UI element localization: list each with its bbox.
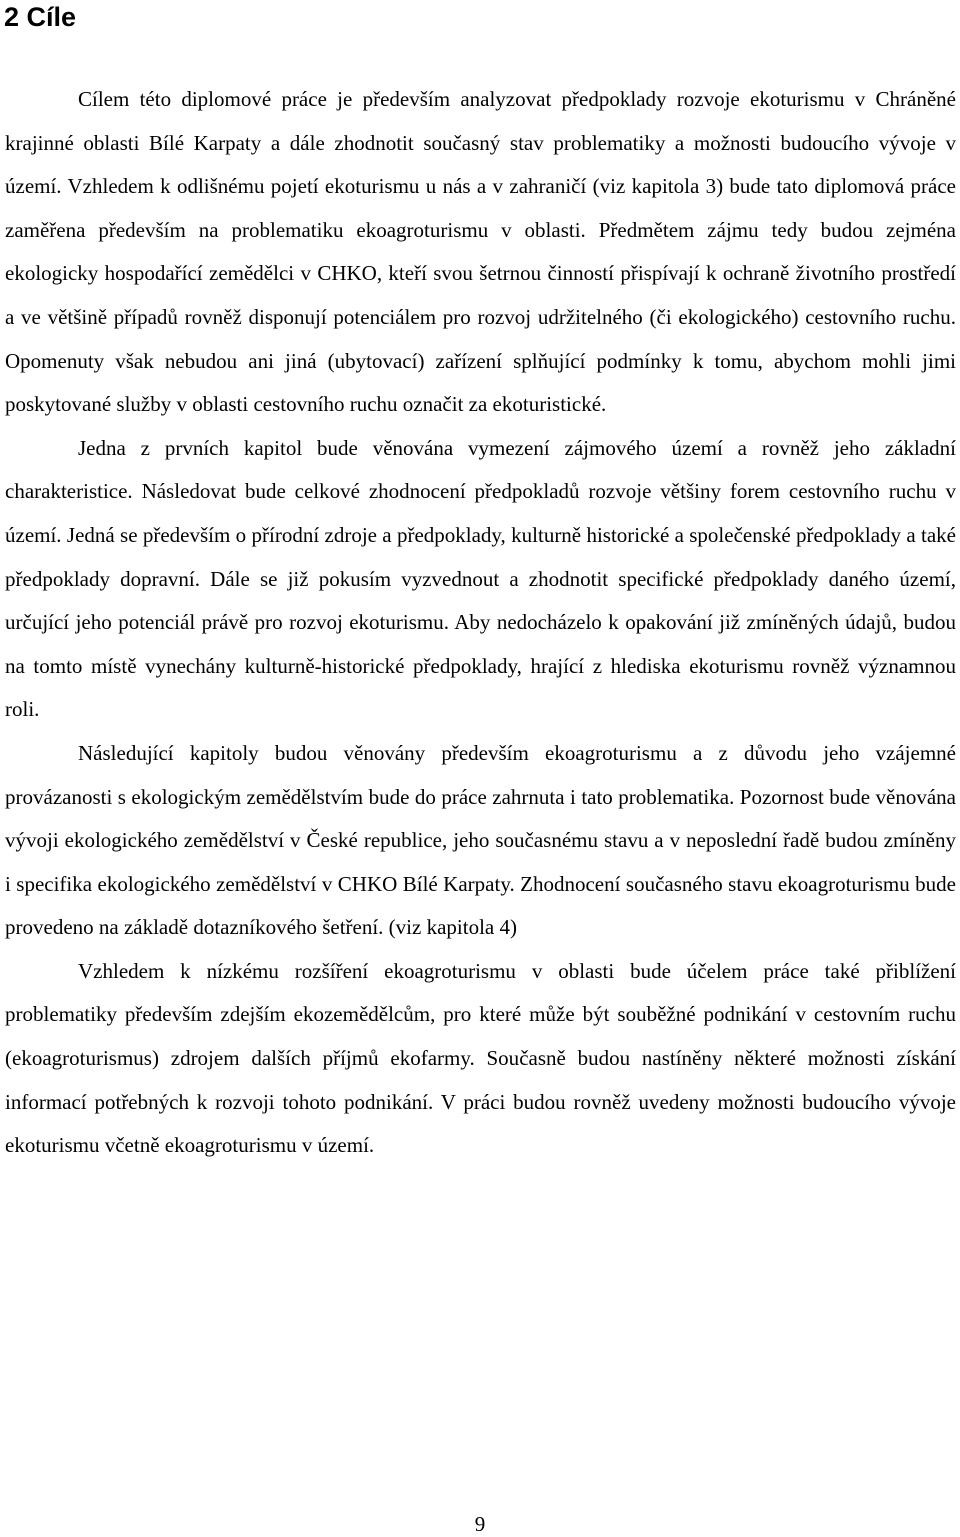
- paragraph-3: Následující kapitoly budou věnovány především ekoagroturismu a z důvodu jeho vzájemné provázanosti s ekologickým zemědělstvím bude do práce zahrnuta i tato problematika. Pozornost bude věnována vývoji ekologického zemědělství v České republice, jeho současnému stavu a v neposlední řadě budou zmíněny i specifika ekologického zemědělství v CHKO Bílé Karpaty. Zhodnocení současného stavu ekoagroturismu bude provedeno na základě dotazníkového šetření. (viz kapitola 4): [5, 740, 956, 940]
- paragraph-1: Cílem této diplomové práce je především analyzovat předpoklady rozvoje ekoturismu v Chráněné krajinné oblasti Bílé Karpaty a dále zhodnotit současný stav problematiky a možnosti budoucího vývoje v území. Vzhledem k odlišnému pojetí ekoturismu u nás a v zahraničí (viz kapitola 3) bude tato diplomová práce zaměřena především na problematiku ekoagroturismu v oblasti. Předmětem zájmu tedy budou zejména ekologicky hospodařící zemědělci v CHKO, kteří svou šetrnou činností přispívají k ochraně životního prostředí a ve většině případů rovněž disponují potenciálem pro rozvoj udržitelného (či ekologického) cestovního ruchu. Opomenuty však nebudou ani jiná (ubytovací) zařízení splňující podmínky k tomu, abychom mohli jimi poskytované služby v oblasti cestovního ruchu označit za ekoturistické.: [5, 87, 956, 417]
- paragraph-4: Vzhledem k nízkému rozšíření ekoagroturismu v oblasti bude účelem práce také přiblížení problematiky především zdejším ekozemědělcům, pro které může být souběžné podnikání v cestovním ruchu (ekoagroturismus) zdrojem dalších příjmů ekofarmy. Současně budou nastíněny některé možnosti získání informací potřebných k rozvoji tohoto podnikání. V práci budou rovněž uvedeny možnosti budoucího vývoje ekoturismu včetně ekoagroturismu v území.: [5, 958, 956, 1158]
- paragraph-2: Jedna z prvních kapitol bude věnována vymezení zájmového území a rovněž jeho základní charakteristice. Následovat bude celkové zhodnocení předpokladů rozvoje většiny forem cestovního ruchu v území. Jedná se především o přírodní zdroje a předpoklady, kulturně historické a společenské předpoklady a také předpoklady dopravní. Dále se již pokusím vyzvednout a zhodnotit specifické předpoklady daného území, určující jeho potenciál právě pro rozvoj ekoturismu. Aby nedocházelo k opakování již zmíněných údajů, budou na tomto místě vynechány kulturně-historické předpoklady, hrající z hlediska ekoturismu rovněž významnou roli.: [5, 435, 956, 722]
- page-number: 9: [474, 1512, 486, 1536]
- chapter-body: [5, 78, 956, 1168]
- chapter-heading: 2 Cíle: [4, 2, 77, 32]
